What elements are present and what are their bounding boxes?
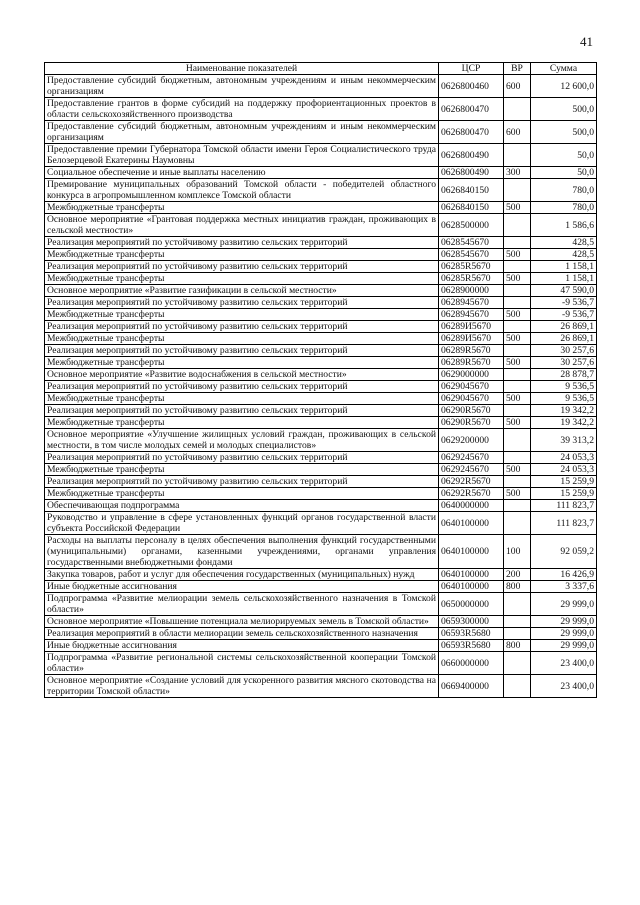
row-vr-cell xyxy=(504,476,531,488)
table-row xyxy=(45,652,597,675)
row-csr-cell: 0640100000 xyxy=(439,512,504,535)
row-csr-cell: 0629045670 xyxy=(439,381,504,393)
table-body xyxy=(45,75,597,698)
table-row xyxy=(45,417,597,429)
row-sum-cell: 19 342,2 xyxy=(531,417,597,429)
row-vr-cell xyxy=(504,452,531,464)
row-vr-cell: 500 xyxy=(504,357,531,369)
table-row xyxy=(45,569,597,581)
table-row xyxy=(45,535,597,569)
row-csr-cell: 0640100000 xyxy=(439,569,504,581)
table-row xyxy=(45,464,597,476)
row-name-cell: Межбюджетные трансферты xyxy=(45,464,439,476)
row-sum-cell: 1 158,1 xyxy=(531,273,597,285)
row-vr-cell xyxy=(504,345,531,357)
row-sum-cell: 500,0 xyxy=(531,121,597,144)
table-row xyxy=(45,261,597,273)
row-vr-cell xyxy=(504,369,531,381)
row-csr-cell: 0660000000 xyxy=(439,652,504,675)
row-name-cell: Основное мероприятие «Грантовая поддержка местных инициатив граждан, проживающих в сельской местности» xyxy=(45,214,439,237)
row-sum-cell: 29 999,0 xyxy=(531,593,597,616)
table-row xyxy=(45,616,597,628)
row-name-cell: Межбюджетные трансферты xyxy=(45,309,439,321)
row-vr-cell xyxy=(504,512,531,535)
row-vr-cell xyxy=(504,593,531,616)
row-csr-cell: 06593R5680 xyxy=(439,628,504,640)
table-row xyxy=(45,488,597,500)
row-csr-cell: 06292R5670 xyxy=(439,488,504,500)
row-csr-cell: 0626800490 xyxy=(439,167,504,179)
row-name-cell: Руководство и управление в сфере установленных функций органов государственной власти субъекта Российской Федерации xyxy=(45,512,439,535)
row-name-cell: Предоставление субсидий бюджетным, автономным учреждениям и иным некоммерческим организациям xyxy=(45,75,439,98)
row-name-cell: Межбюджетные трансферты xyxy=(45,202,439,214)
row-vr-cell: 200 xyxy=(504,569,531,581)
row-vr-cell xyxy=(504,285,531,297)
row-csr-cell: 06285R5670 xyxy=(439,261,504,273)
row-name-cell: Основное мероприятие «Создание условий для ускоренного развития мясного скотоводства на территории Томской области» xyxy=(45,675,439,698)
row-csr-cell: 0629200000 xyxy=(439,429,504,452)
row-sum-cell: 50,0 xyxy=(531,167,597,179)
table-row xyxy=(45,357,597,369)
row-csr-cell: 06289И5670 xyxy=(439,333,504,345)
table-row xyxy=(45,405,597,417)
row-vr-cell: 800 xyxy=(504,640,531,652)
row-csr-cell: 06292R5670 xyxy=(439,476,504,488)
row-csr-cell: 0628945670 xyxy=(439,309,504,321)
row-sum-cell: -9 536,7 xyxy=(531,309,597,321)
table-row xyxy=(45,144,597,167)
row-name-cell: Реализация мероприятий по устойчивому развитию сельских территорий xyxy=(45,237,439,249)
row-name-cell: Предоставление премии Губернатора Томской области имени Героя Социалистического труда Белозерцевой Екатерины Наумовны xyxy=(45,144,439,167)
row-sum-cell: 9 536,5 xyxy=(531,393,597,405)
row-name-cell: Реализация мероприятий в области мелиорации земель сельскохозяйственного назначения xyxy=(45,628,439,640)
table-row xyxy=(45,628,597,640)
row-vr-cell xyxy=(504,98,531,121)
row-name-cell: Реализация мероприятий по устойчивому развитию сельских территорий xyxy=(45,297,439,309)
row-name-cell: Иные бюджетные ассигнования xyxy=(45,640,439,652)
row-sum-cell: 39 313,2 xyxy=(531,429,597,452)
row-name-cell: Основное мероприятие «Повышение потенциала мелиорируемых земель в Томской области» xyxy=(45,616,439,628)
row-sum-cell: 24 053,3 xyxy=(531,452,597,464)
row-sum-cell: 500,0 xyxy=(531,98,597,121)
row-csr-cell: 0628945670 xyxy=(439,297,504,309)
row-vr-cell: 300 xyxy=(504,167,531,179)
row-sum-cell: 780,0 xyxy=(531,179,597,202)
row-vr-cell: 500 xyxy=(504,202,531,214)
row-sum-cell: 23 400,0 xyxy=(531,652,597,675)
row-name-cell: Основное мероприятие «Улучшение жилищных условий граждан, проживающих в сельской местности, в том числе молодых семей и молодых специалистов» xyxy=(45,429,439,452)
table-row xyxy=(45,285,597,297)
row-vr-cell xyxy=(504,652,531,675)
row-name-cell: Межбюджетные трансферты xyxy=(45,273,439,285)
row-name-cell: Обеспечивающая подпрограмма xyxy=(45,500,439,512)
row-name-cell: Предоставление субсидий бюджетным, автономным учреждениям и иным некоммерческим организациям xyxy=(45,121,439,144)
table-row xyxy=(45,214,597,237)
header-csr: ЦСР xyxy=(439,63,504,75)
row-name-cell: Реализация мероприятий по устойчивому развитию сельских территорий xyxy=(45,261,439,273)
row-sum-cell: 26 869,1 xyxy=(531,321,597,333)
row-vr-cell xyxy=(504,405,531,417)
table-row xyxy=(45,512,597,535)
row-sum-cell: 29 999,0 xyxy=(531,640,597,652)
table-row xyxy=(45,273,597,285)
row-vr-cell xyxy=(504,179,531,202)
row-vr-cell: 100 xyxy=(504,535,531,569)
row-vr-cell: 600 xyxy=(504,75,531,98)
row-vr-cell xyxy=(504,381,531,393)
row-csr-cell: 06285R5670 xyxy=(439,273,504,285)
row-name-cell: Подпрограмма «Развитие мелиорации земель сельскохозяйственного назначения в Томской области» xyxy=(45,593,439,616)
row-name-cell: Межбюджетные трансферты xyxy=(45,417,439,429)
row-vr-cell: 500 xyxy=(504,309,531,321)
row-csr-cell: 0628500000 xyxy=(439,214,504,237)
row-csr-cell: 0629245670 xyxy=(439,452,504,464)
table-row xyxy=(45,202,597,214)
table-row xyxy=(45,452,597,464)
row-name-cell: Реализация мероприятий по устойчивому развитию сельских территорий xyxy=(45,476,439,488)
row-csr-cell: 0628545670 xyxy=(439,237,504,249)
row-sum-cell: 9 536,5 xyxy=(531,381,597,393)
row-csr-cell: 06289R5670 xyxy=(439,357,504,369)
row-vr-cell: 500 xyxy=(504,417,531,429)
row-name-cell: Межбюджетные трансферты xyxy=(45,488,439,500)
row-vr-cell xyxy=(504,144,531,167)
row-sum-cell: 428,5 xyxy=(531,237,597,249)
table-row xyxy=(45,429,597,452)
row-csr-cell: 0626800460 xyxy=(439,75,504,98)
row-csr-cell: 0640100000 xyxy=(439,535,504,569)
row-name-cell: Межбюджетные трансферты xyxy=(45,357,439,369)
row-sum-cell: 111 823,7 xyxy=(531,500,597,512)
row-name-cell: Иные бюджетные ассигнования xyxy=(45,581,439,593)
table-row xyxy=(45,393,597,405)
row-csr-cell: 06289R5670 xyxy=(439,345,504,357)
row-name-cell: Реализация мероприятий по устойчивому развитию сельских территорий xyxy=(45,452,439,464)
row-name-cell: Межбюджетные трансферты xyxy=(45,333,439,345)
row-csr-cell: 06289И5670 xyxy=(439,321,504,333)
header-name: Наименование показателей xyxy=(45,63,439,75)
row-vr-cell: 500 xyxy=(504,273,531,285)
row-name-cell: Закупка товаров, работ и услуг для обеспечения государственных (муниципальных) нужд xyxy=(45,569,439,581)
row-vr-cell xyxy=(504,628,531,640)
row-vr-cell: 500 xyxy=(504,333,531,345)
row-name-cell: Подпрограмма «Развитие региональной системы сельскохозяйственной кооперации Томской области» xyxy=(45,652,439,675)
row-sum-cell: 780,0 xyxy=(531,202,597,214)
row-vr-cell: 500 xyxy=(504,464,531,476)
table-row xyxy=(45,593,597,616)
row-vr-cell xyxy=(504,429,531,452)
table-row xyxy=(45,297,597,309)
row-vr-cell: 500 xyxy=(504,393,531,405)
row-csr-cell: 0626840150 xyxy=(439,202,504,214)
row-name-cell: Реализация мероприятий по устойчивому развитию сельских территорий xyxy=(45,345,439,357)
row-name-cell: Предоставление грантов в форме субсидий на поддержку профориентационных проектов в области сельскохозяйственного производства xyxy=(45,98,439,121)
row-name-cell: Расходы на выплаты персоналу в целях обеспечения выполнения функций государственными (муниципальными) органами, казенными учреждениями, органами управления государственными внебюджетными фондами xyxy=(45,535,439,569)
row-csr-cell: 0626800490 xyxy=(439,144,504,167)
header-vr: ВР xyxy=(504,63,531,75)
row-name-cell: Межбюджетные трансферты xyxy=(45,393,439,405)
table-row xyxy=(45,167,597,179)
row-sum-cell: 428,5 xyxy=(531,249,597,261)
row-sum-cell: 24 053,3 xyxy=(531,464,597,476)
row-csr-cell: 0669400000 xyxy=(439,675,504,698)
table-row xyxy=(45,675,597,698)
row-vr-cell xyxy=(504,261,531,273)
table-row xyxy=(45,179,597,202)
row-csr-cell: 0629000000 xyxy=(439,369,504,381)
table-row xyxy=(45,640,597,652)
table-row xyxy=(45,345,597,357)
row-sum-cell: 30 257,6 xyxy=(531,357,597,369)
row-csr-cell: 0640000000 xyxy=(439,500,504,512)
row-csr-cell: 0629245670 xyxy=(439,464,504,476)
row-csr-cell: 0659300000 xyxy=(439,616,504,628)
row-sum-cell: 111 823,7 xyxy=(531,512,597,535)
row-vr-cell xyxy=(504,237,531,249)
table-row xyxy=(45,98,597,121)
row-sum-cell: 29 999,0 xyxy=(531,616,597,628)
row-sum-cell: 29 999,0 xyxy=(531,628,597,640)
row-sum-cell: 15 259,9 xyxy=(531,476,597,488)
row-vr-cell: 500 xyxy=(504,249,531,261)
row-name-cell: Межбюджетные трансферты xyxy=(45,249,439,261)
row-vr-cell xyxy=(504,214,531,237)
row-csr-cell: 0640100000 xyxy=(439,581,504,593)
row-sum-cell: 50,0 xyxy=(531,144,597,167)
row-csr-cell: 0626840150 xyxy=(439,179,504,202)
row-csr-cell: 0628545670 xyxy=(439,249,504,261)
row-csr-cell: 06290R5670 xyxy=(439,417,504,429)
header-sum: Сумма xyxy=(531,63,597,75)
row-csr-cell: 0628900000 xyxy=(439,285,504,297)
page-number: 41 xyxy=(580,34,593,49)
row-vr-cell xyxy=(504,675,531,698)
row-sum-cell: 1 158,1 xyxy=(531,261,597,273)
table-row xyxy=(45,333,597,345)
row-vr-cell: 600 xyxy=(504,121,531,144)
row-name-cell: Реализация мероприятий по устойчивому развитию сельских территорий xyxy=(45,405,439,417)
row-name-cell: Реализация мероприятий по устойчивому развитию сельских территорий xyxy=(45,321,439,333)
row-sum-cell: 12 600,0 xyxy=(531,75,597,98)
row-csr-cell: 0626800470 xyxy=(439,98,504,121)
row-name-cell: Основное мероприятие «Развитие водоснабжения в сельской местности» xyxy=(45,369,439,381)
row-csr-cell: 0629045670 xyxy=(439,393,504,405)
table-row xyxy=(45,381,597,393)
table-header-row xyxy=(45,63,597,75)
row-sum-cell: 15 259,9 xyxy=(531,488,597,500)
row-name-cell: Премирование муниципальных образований Томской области - победителей областного конкурса в агропромышленном комплексе Томской области xyxy=(45,179,439,202)
table-row xyxy=(45,309,597,321)
row-csr-cell: 06290R5670 xyxy=(439,405,504,417)
table-row xyxy=(45,321,597,333)
table-row xyxy=(45,121,597,144)
table-row xyxy=(45,581,597,593)
row-vr-cell xyxy=(504,616,531,628)
table-row xyxy=(45,476,597,488)
budget-table xyxy=(44,62,597,698)
row-vr-cell: 500 xyxy=(504,488,531,500)
row-vr-cell xyxy=(504,500,531,512)
row-sum-cell: 1 586,6 xyxy=(531,214,597,237)
table-row xyxy=(45,500,597,512)
row-sum-cell: 47 590,0 xyxy=(531,285,597,297)
row-sum-cell: 3 337,6 xyxy=(531,581,597,593)
row-vr-cell xyxy=(504,297,531,309)
row-vr-cell: 800 xyxy=(504,581,531,593)
row-csr-cell: 06593R5680 xyxy=(439,640,504,652)
row-sum-cell: 16 426,9 xyxy=(531,569,597,581)
table-row xyxy=(45,369,597,381)
row-vr-cell xyxy=(504,321,531,333)
row-sum-cell: 26 869,1 xyxy=(531,333,597,345)
table-row xyxy=(45,237,597,249)
row-name-cell: Реализация мероприятий по устойчивому развитию сельских территорий xyxy=(45,381,439,393)
row-name-cell: Социальное обеспечение и иные выплаты населению xyxy=(45,167,439,179)
row-sum-cell: -9 536,7 xyxy=(531,297,597,309)
row-name-cell: Основное мероприятие «Развитие газификации в сельской местности» xyxy=(45,285,439,297)
table-row xyxy=(45,249,597,261)
row-csr-cell: 0650000000 xyxy=(439,593,504,616)
table-row xyxy=(45,75,597,98)
row-sum-cell: 30 257,6 xyxy=(531,345,597,357)
row-csr-cell: 0626800470 xyxy=(439,121,504,144)
row-sum-cell: 23 400,0 xyxy=(531,675,597,698)
row-sum-cell: 92 059,2 xyxy=(531,535,597,569)
row-sum-cell: 28 878,7 xyxy=(531,369,597,381)
row-sum-cell: 19 342,2 xyxy=(531,405,597,417)
